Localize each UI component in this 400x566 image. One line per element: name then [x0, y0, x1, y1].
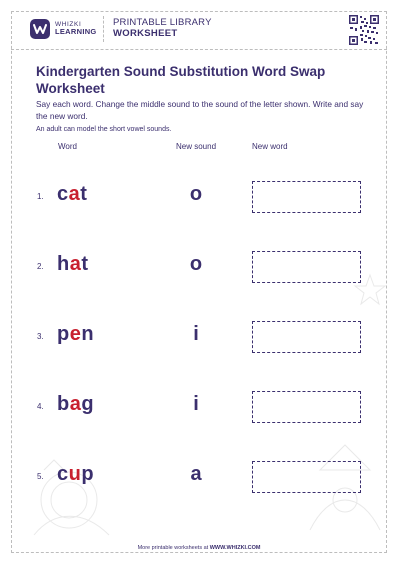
footer-text: More printable worksheets at — [137, 545, 210, 551]
word-middle-letter: e — [69, 323, 82, 345]
word-last-letter: p — [81, 463, 95, 485]
exercise-row — [0, 389, 400, 425]
column-header-new-sound: New sound — [176, 142, 217, 151]
word-middle-letter: a — [69, 393, 82, 415]
source-word — [57, 183, 87, 206]
new-sound-letter: i — [193, 323, 199, 345]
word-last-letter: n — [81, 323, 95, 345]
column-header-word: Word — [58, 142, 77, 151]
word-middle-letter: u — [68, 463, 82, 485]
instructions: Say each word. Change the middle sound to the sound of the letter shown. Write and say the new word. — [36, 99, 364, 121]
footer — [11, 545, 387, 551]
row-number: 3. — [37, 332, 44, 341]
word-middle-letter: a — [68, 183, 81, 205]
logo-text-top: WHIZKI — [55, 20, 82, 28]
exercise-row — [0, 459, 400, 495]
row-number: 4. — [37, 402, 44, 411]
background-doodle-icon — [14, 440, 124, 550]
new-sound-letter: o — [189, 183, 203, 205]
brand-logo[interactable] — [30, 14, 99, 44]
word-last-letter: t — [81, 253, 89, 275]
row-number: 2. — [37, 262, 44, 271]
answer-box[interactable] — [252, 251, 361, 283]
word-middle-letter: a — [69, 253, 82, 275]
footer-link[interactable]: WWW.WHIZKI.COM — [209, 545, 261, 551]
answer-box[interactable] — [252, 461, 361, 493]
word-first-letter: p — [57, 323, 70, 345]
column-header-new-word: New word — [252, 142, 288, 151]
word-last-letter: g — [81, 393, 95, 415]
word-first-letter: c — [57, 463, 69, 485]
qr-code-icon[interactable] — [348, 14, 380, 46]
word-first-letter: b — [57, 393, 70, 415]
new-sound-letter: i — [193, 393, 199, 415]
source-word — [57, 463, 94, 486]
word-last-letter: t — [80, 183, 88, 205]
logo-text-bottom: LEARNING — [55, 27, 97, 37]
answer-box[interactable] — [252, 391, 361, 423]
new-sound-letter: o — [189, 253, 203, 275]
exercise-row — [0, 179, 400, 215]
exercise-row — [0, 319, 400, 355]
page-title: Kindergarten Sound Substitution Word Swap Worksheet — [36, 64, 326, 96]
word-first-letter: h — [57, 253, 70, 275]
adult-note: An adult can model the short vowel sounds. — [36, 126, 172, 133]
header — [11, 11, 387, 50]
library-label: PRINTABLE LIBRARY — [113, 17, 212, 28]
w-icon — [30, 19, 50, 39]
new-sound-letter: a — [190, 463, 202, 485]
header-divider — [103, 16, 104, 42]
worksheet-label: WORKSHEET — [113, 27, 178, 39]
row-number: 1. — [37, 192, 44, 201]
exercise-row — [0, 249, 400, 285]
source-word — [57, 393, 94, 416]
answer-box[interactable] — [252, 181, 361, 213]
answer-box[interactable] — [252, 321, 361, 353]
row-number: 5. — [37, 472, 44, 481]
word-first-letter: c — [57, 183, 69, 205]
source-word — [57, 253, 89, 276]
source-word — [57, 323, 94, 346]
